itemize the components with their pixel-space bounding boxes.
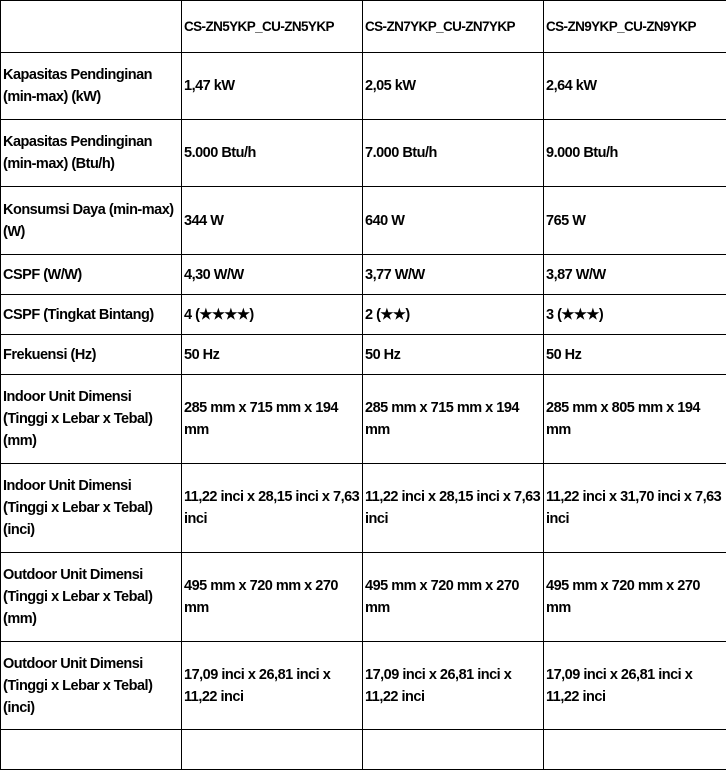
table-row: [1, 295, 726, 335]
table-cell: 17,09 inci x 26,81 inci x 11,22 inci: [363, 642, 544, 730]
table-cell: [544, 730, 726, 770]
table-cell: 495 mm x 720 mm x 270 mm: [544, 553, 726, 642]
row-label: Outdoor Unit Dimensi (Tinggi x Lebar x Tebal) (inci): [1, 642, 182, 730]
row-label: CSPF (W/W): [1, 255, 182, 295]
header-cell-model-1: CS-ZN5YKP_CU-ZN5YKP: [182, 1, 363, 53]
table-cell: 11,22 inci x 31,70 inci x 7,63 inci: [544, 464, 726, 553]
row-label: Kapasitas Pendinginan (min-max) (kW): [1, 53, 182, 120]
row-label: Outdoor Unit Dimensi (Tinggi x Lebar x Tebal) (mm): [1, 553, 182, 642]
table-cell: 3,77 W/W: [363, 255, 544, 295]
table-header-row: [1, 1, 726, 53]
table-row: [1, 730, 726, 770]
row-label: [1, 730, 182, 770]
table-row: [1, 375, 726, 464]
star-rating-cell: 2 (★★): [363, 295, 544, 335]
table-row: [1, 187, 726, 255]
table-cell: 285 mm x 715 mm x 194 mm: [363, 375, 544, 464]
header-cell-model-3: CS-ZN9YKP_CU-ZN9YKP: [544, 1, 726, 53]
table-cell: 2,05 kW: [363, 53, 544, 120]
star-rating-cell: 4 (★★★★): [182, 295, 363, 335]
table-cell: 3,87 W/W: [544, 255, 726, 295]
table-row: [1, 642, 726, 730]
table-row: [1, 255, 726, 295]
table-cell: 11,22 inci x 28,15 inci x 7,63 inci: [363, 464, 544, 553]
table-row: [1, 120, 726, 187]
table-cell: 17,09 inci x 26,81 inci x 11,22 inci: [544, 642, 726, 730]
table-cell: [363, 730, 544, 770]
table-row: [1, 464, 726, 553]
table-cell: 495 mm x 720 mm x 270 mm: [182, 553, 363, 642]
table-cell: 50 Hz: [182, 335, 363, 375]
table-cell: 9.000 Btu/h: [544, 120, 726, 187]
header-cell-empty: [1, 1, 182, 53]
table-cell: 7.000 Btu/h: [363, 120, 544, 187]
row-label: Indoor Unit Dimensi (Tinggi x Lebar x Tebal) (mm): [1, 375, 182, 464]
table-cell: 17,09 inci x 26,81 inci x 11,22 inci: [182, 642, 363, 730]
table-cell: 285 mm x 805 mm x 194 mm: [544, 375, 726, 464]
row-label: CSPF (Tingkat Bintang): [1, 295, 182, 335]
row-label: Indoor Unit Dimensi (Tinggi x Lebar x Tebal) (inci): [1, 464, 182, 553]
row-label: Konsumsi Daya (min-max) (W): [1, 187, 182, 255]
table-row: [1, 553, 726, 642]
row-label: Kapasitas Pendinginan (min-max) (Btu/h): [1, 120, 182, 187]
table-cell: 344 W: [182, 187, 363, 255]
table-cell: 50 Hz: [544, 335, 726, 375]
table-cell: 285 mm x 715 mm x 194 mm: [182, 375, 363, 464]
table-cell: [182, 730, 363, 770]
table-cell: 50 Hz: [363, 335, 544, 375]
table-cell: 4,30 W/W: [182, 255, 363, 295]
header-cell-model-2: CS-ZN7YKP_CU-ZN7YKP: [363, 1, 544, 53]
table-cell: 1,47 kW: [182, 53, 363, 120]
table-cell: 2,64 kW: [544, 53, 726, 120]
table-cell: 495 mm x 720 mm x 270 mm: [363, 553, 544, 642]
table-row: [1, 53, 726, 120]
table-cell: 5.000 Btu/h: [182, 120, 363, 187]
table-row: [1, 335, 726, 375]
table-cell: 11,22 inci x 28,15 inci x 7,63 inci: [182, 464, 363, 553]
table-cell: 765 W: [544, 187, 726, 255]
star-rating-cell: 3 (★★★): [544, 295, 726, 335]
table-cell: 640 W: [363, 187, 544, 255]
row-label: Frekuensi (Hz): [1, 335, 182, 375]
